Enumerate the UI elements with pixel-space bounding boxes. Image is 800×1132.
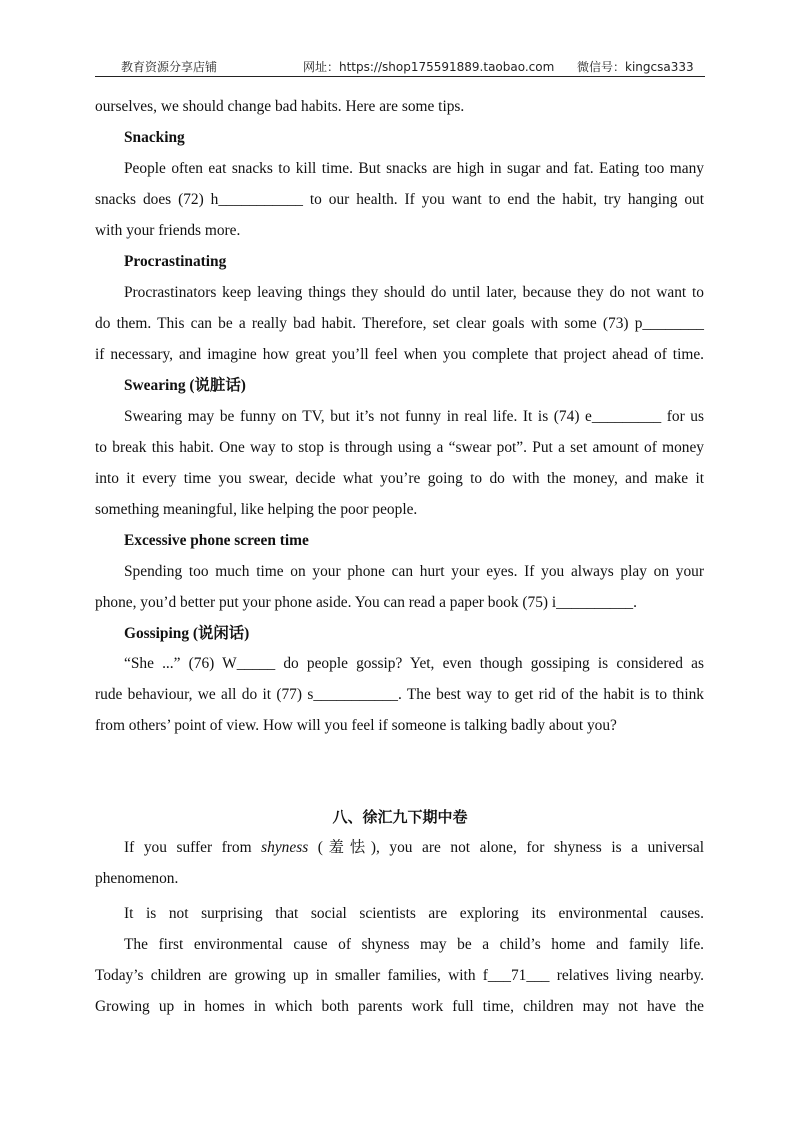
header-website: 网址：https://shop175591889.taobao.com [303,60,555,74]
paragraph-line: Growing up in homes in which both parents work full time, children may not have the [95,998,704,1015]
italic-term: shyness [261,839,309,856]
paragraph-line: if necessary, and imagine how great you’ll feel when you complete that project ahead of time. [95,346,704,363]
heading-swearing: Swearing (说脏话) [124,377,246,394]
paragraph-line: to break this habit. One way to stop is through using a “swear pot”. Put a set amount of money [95,439,704,456]
section-title: 八、徐汇九下期中卷 [332,808,468,826]
header-wechat: 微信号：kingcsa333 [577,60,694,74]
intro-line: ourselves, we should change bad habits. Here are some tips. [95,98,465,115]
paragraph-line: Swearing may be funny on TV, but it’s not funny in real life. It is (74) e_________ for us [124,408,704,425]
heading-procrastinating: Procrastinating [124,253,227,270]
header-shop-name: 教育资源分享店铺 [121,60,218,74]
paragraph-line: It is not surprising that social scientists are exploring its environmental causes. [124,905,704,922]
paragraph-line: Procrastinators keep leaving things they should do until later, because they do not want to [124,284,704,301]
paragraph-line: with your friends more. [95,222,241,239]
paragraph-line: into it every time you swear, decide what you’re going to do with the money, and make it [95,470,704,487]
heading-snacking: Snacking [124,129,185,146]
paragraph-line: phenomenon. [95,870,179,887]
paragraph-line: Spending too much time on your phone can hurt your eyes. If you always play on your [124,563,704,580]
paragraph-line: phone, you’d better put your phone aside. You can read a paper book (75) i__________. [95,594,637,611]
heading-gossiping: Gossiping (说闲话) [124,625,250,642]
paragraph-line: from others’ point of view. How will you feel if someone is talking badly about you? [95,717,617,734]
paragraph-line: Today’s children are growing up in smaller families, with f___71___ relatives living nearby. [95,967,704,984]
paragraph-line: snacks does (72) h___________ to our health. If you want to end the habit, try hanging out [95,191,704,208]
page-header [95,56,705,77]
heading-screen-time: Excessive phone screen time [124,532,309,549]
paragraph-line: something meaningful, like helping the poor people. [95,501,418,518]
paragraph-line: If you suffer from shyness (羞怯), you are not alone, for shyness is a universal [124,839,704,856]
paragraph-line: The first environmental cause of shyness may be a child’s home and family life. [124,936,704,953]
paragraph-line: do them. This can be a really bad habit. Therefore, set clear goals with some (73) p________ [95,315,704,332]
paragraph-line: “She ...” (76) W_____ do people gossip? Yet, even though gossiping is considered as [124,655,704,672]
paragraph-line: rude behaviour, we all do it (77) s___________. The best way to get rid of the habit is to think [95,686,704,703]
paragraph-line: People often eat snacks to kill time. But snacks are high in sugar and fat. Eating too many [124,160,704,177]
